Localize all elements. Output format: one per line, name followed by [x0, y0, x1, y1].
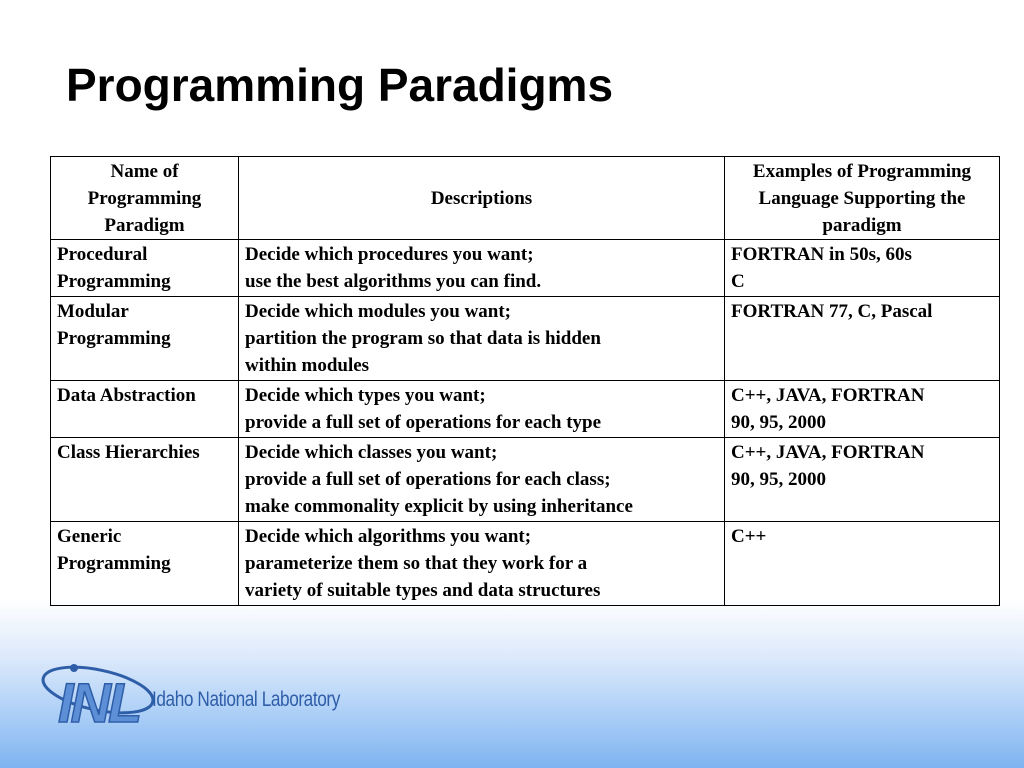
- cell-line: Decide which algorithms you want;: [245, 526, 532, 547]
- cell-line: Data Abstraction: [57, 385, 196, 406]
- cell-line: Decide which procedures you want;: [245, 244, 534, 265]
- cell-line: make commonality explicit by using inheritance: [245, 496, 633, 517]
- cell-line: variety of suitable types and data structures: [245, 580, 601, 601]
- cell-line: Programming: [57, 328, 171, 349]
- description-cell: [239, 240, 725, 297]
- examples-cell: [725, 381, 1000, 438]
- cell-line: provide a full set of operations for each type: [245, 412, 602, 433]
- cell-line: 90, 95, 2000: [731, 469, 826, 490]
- table-header-row: [51, 157, 1000, 240]
- cell-line: FORTRAN in 50s, 60s: [731, 244, 912, 265]
- cell-line: Procedural: [57, 244, 148, 265]
- slide-title: Programming Paradigms: [66, 59, 614, 111]
- cell-line: partition the program so that data is hidden: [245, 328, 601, 349]
- examples-cell: [725, 438, 1000, 522]
- cell-line: C: [731, 271, 745, 292]
- paradigms-table: [50, 156, 1000, 606]
- paradigm-name-cell: [51, 240, 239, 297]
- table-row: [51, 522, 1000, 606]
- cell-line: Decide which types you want;: [245, 385, 486, 406]
- examples-cell: [725, 297, 1000, 381]
- header-paradigm-name: Name of Programming Paradigm: [51, 157, 239, 240]
- paradigm-name-cell: [51, 381, 239, 438]
- description-cell: [239, 381, 725, 438]
- examples-cell: [725, 522, 1000, 606]
- cell-line: Modular: [57, 301, 129, 322]
- logo-text: Idaho National Laboratory: [152, 688, 340, 711]
- cell-line: 90, 95, 2000: [731, 412, 826, 433]
- logo-letters: INL: [58, 671, 140, 730]
- table-row: [51, 297, 1000, 381]
- cell-line: Generic: [57, 526, 122, 547]
- paradigm-name-cell: [51, 522, 239, 606]
- cell-line: C++, JAVA, FORTRAN: [731, 385, 925, 406]
- cell-line: Decide which classes you want;: [245, 442, 498, 463]
- table-row: [51, 240, 1000, 297]
- header-descriptions: Descriptions: [239, 157, 725, 240]
- table-row: [51, 381, 1000, 438]
- table-row: [51, 438, 1000, 522]
- description-cell: [239, 297, 725, 381]
- cell-line: Class Hierarchies: [57, 442, 200, 463]
- paradigm-name-cell: [51, 297, 239, 381]
- cell-line: Programming: [57, 553, 171, 574]
- examples-cell: [725, 240, 1000, 297]
- cell-line: use the best algorithms you can find.: [245, 271, 542, 292]
- cell-line: Programming: [57, 271, 171, 292]
- cell-line: parameterize them so that they work for a: [245, 553, 588, 574]
- cell-line: C++: [731, 526, 767, 547]
- cell-line: FORTRAN 77, C, Pascal: [731, 301, 933, 322]
- paradigm-name-cell: [51, 438, 239, 522]
- cell-line: Decide which modules you want;: [245, 301, 512, 322]
- description-cell: [239, 522, 725, 606]
- cell-line: C++, JAVA, FORTRAN: [731, 442, 925, 463]
- cell-line: within modules: [245, 355, 370, 376]
- header-examples: Examples of Programming Language Supporting the paradigm: [725, 157, 1000, 240]
- description-cell: [239, 438, 725, 522]
- cell-line: provide a full set of operations for each class;: [245, 469, 611, 490]
